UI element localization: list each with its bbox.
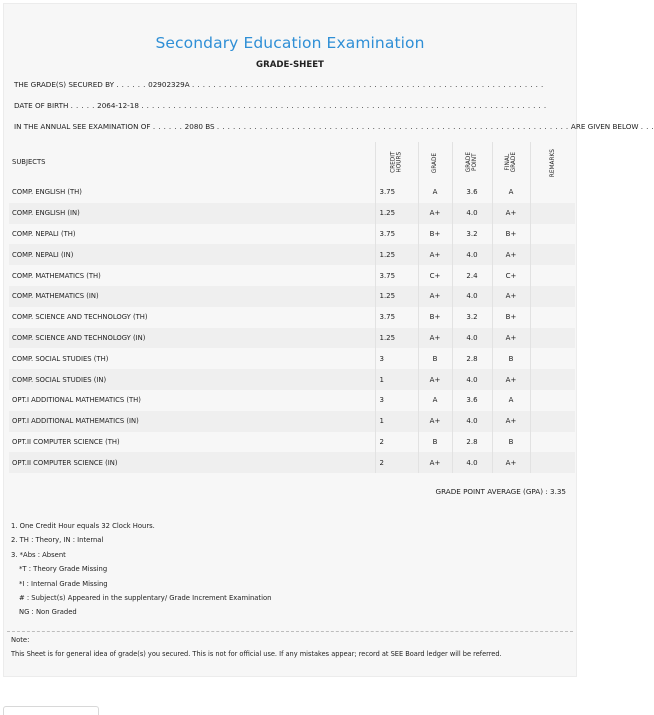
subject-cell: OPT.I ADDITIONAL MATHEMATICS (TH) bbox=[12, 396, 141, 405]
grade-point-cell: 4.0 bbox=[452, 411, 492, 432]
remarks-cell bbox=[530, 182, 575, 203]
note-item: 2. TH : Theory, IN : Internal bbox=[11, 536, 104, 545]
info-exam: IN THE ANNUAL SEE EXAMINATION OF . . . . . . 2080 BS . . . . . . . . . . . . . . . . . . . . . . . . . . . . . . . . . . . . . . . . . . . . . . . . . . . . . . . . . . . . . . . . . . ARE GIVEN BELOW . . . bbox=[14, 122, 654, 131]
credit-cell: 3.75 bbox=[375, 307, 418, 328]
gpa-summary: GRADE POINT AVERAGE (GPA) : 3.35 bbox=[435, 487, 566, 496]
grade-point-cell: 3.2 bbox=[452, 224, 492, 245]
subject-cell: COMP. NEPALI (TH) bbox=[12, 229, 76, 238]
subject-cell: COMP. MATHEMATICS (TH) bbox=[12, 271, 101, 280]
remarks-cell bbox=[530, 390, 575, 411]
credit-cell: 2 bbox=[375, 432, 418, 453]
grade-point-cell: 4.0 bbox=[452, 369, 492, 390]
final-grade-cell: B+ bbox=[492, 224, 530, 245]
dob-label: DATE OF BIRTH bbox=[14, 101, 69, 110]
remarks-cell bbox=[530, 411, 575, 432]
grade-point-cell: 2.4 bbox=[452, 265, 492, 286]
subject-cell: COMP. SCIENCE AND TECHNOLOGY (IN) bbox=[12, 333, 146, 342]
grade-point-cell: 4.0 bbox=[452, 244, 492, 265]
grade-point-cell: 3.6 bbox=[452, 390, 492, 411]
note-item: 3. *Abs : Absent bbox=[11, 550, 66, 559]
grades-table bbox=[9, 142, 575, 473]
remarks-cell bbox=[530, 348, 575, 369]
table-row bbox=[9, 307, 575, 328]
subject-cell: COMP. ENGLISH (TH) bbox=[12, 188, 82, 197]
remarks-cell bbox=[530, 286, 575, 307]
exam-label: IN THE ANNUAL SEE EXAMINATION OF bbox=[14, 122, 151, 131]
final-grade-cell: A bbox=[492, 182, 530, 203]
credit-cell: 1.25 bbox=[375, 328, 418, 349]
grade-cell: A+ bbox=[418, 369, 452, 390]
table-row bbox=[9, 452, 575, 473]
dob-value: 2064-12-18 bbox=[97, 101, 139, 110]
subject-cell: COMP. MATHEMATICS (IN) bbox=[12, 292, 99, 301]
credit-cell: 2 bbox=[375, 452, 418, 473]
grade-cell: A+ bbox=[418, 328, 452, 349]
info-secured-by: THE GRADE(S) SECURED BY . . . . . . 02902329A . . . . . . . . . . . . . . . . . . . . . . . . . . . . . . . . . . . . . . . . . . . . . . . . . . . . . . . . . . . . . . . . . . bbox=[14, 80, 544, 89]
header-credit-hours: CREDIT HOURS bbox=[375, 142, 418, 182]
remarks-cell bbox=[530, 307, 575, 328]
subject-cell: COMP. NEPALI (IN) bbox=[12, 250, 74, 259]
final-grade-cell: A+ bbox=[492, 244, 530, 265]
final-grade-cell: B bbox=[492, 348, 530, 369]
page-subtitle: GRADE-SHEET bbox=[256, 60, 324, 70]
secured-by-value: 02902329A bbox=[148, 80, 190, 89]
grade-point-cell: 4.0 bbox=[452, 203, 492, 224]
grade-cell: A+ bbox=[418, 244, 452, 265]
note-item: NG : Non Graded bbox=[19, 608, 77, 617]
remarks-cell bbox=[530, 328, 575, 349]
grade-cell: A bbox=[418, 390, 452, 411]
remarks-cell bbox=[530, 244, 575, 265]
exam-value: 2080 BS bbox=[184, 122, 215, 131]
credit-cell: 3.75 bbox=[375, 265, 418, 286]
remarks-cell bbox=[530, 452, 575, 473]
note-item: *T : Theory Grade Missing bbox=[19, 565, 108, 574]
credit-cell: 3.75 bbox=[375, 224, 418, 245]
remarks-cell bbox=[530, 369, 575, 390]
subject-cell: COMP. ENGLISH (IN) bbox=[12, 209, 80, 218]
credit-cell: 3.75 bbox=[375, 182, 418, 203]
remarks-cell bbox=[530, 265, 575, 286]
credit-cell: 1.25 bbox=[375, 286, 418, 307]
header-remarks: REMARKS bbox=[530, 142, 575, 182]
final-grade-cell: A+ bbox=[492, 203, 530, 224]
subject-cell: OPT.II COMPUTER SCIENCE (IN) bbox=[12, 458, 118, 467]
note-label: Note: bbox=[11, 636, 30, 644]
table-row bbox=[9, 224, 575, 245]
table-row bbox=[9, 328, 575, 349]
table-row bbox=[9, 432, 575, 453]
grade-sheet bbox=[3, 3, 654, 677]
table-row bbox=[9, 286, 575, 307]
header-grade-point: GRADE POINT bbox=[452, 142, 492, 182]
remarks-cell bbox=[530, 432, 575, 453]
remarks-cell bbox=[530, 203, 575, 224]
grade-cell: A+ bbox=[418, 452, 452, 473]
header-subjects: SUBJECTS bbox=[12, 158, 46, 166]
grade-point-cell: 2.8 bbox=[452, 348, 492, 369]
credit-cell: 1 bbox=[375, 369, 418, 390]
grade-cell: B+ bbox=[418, 224, 452, 245]
grade-point-cell: 2.8 bbox=[452, 432, 492, 453]
grade-cell: B bbox=[418, 348, 452, 369]
note-item: *I : Internal Grade Missing bbox=[19, 579, 108, 588]
final-grade-cell: A+ bbox=[492, 286, 530, 307]
final-grade-cell: A bbox=[492, 390, 530, 411]
divider bbox=[7, 631, 573, 632]
final-grade-cell: B+ bbox=[492, 307, 530, 328]
table-row bbox=[9, 265, 575, 286]
final-grade-cell: A+ bbox=[492, 369, 530, 390]
bottom-tab bbox=[3, 706, 99, 715]
credit-cell: 3 bbox=[375, 390, 418, 411]
grade-cell: B+ bbox=[418, 307, 452, 328]
note-item: 1. One Credit Hour equals 32 Clock Hours. bbox=[11, 522, 155, 530]
subject-cell: OPT.I ADDITIONAL MATHEMATICS (IN) bbox=[12, 417, 139, 426]
grade-cell: A+ bbox=[418, 203, 452, 224]
note-text: This Sheet is for general idea of grade(s) you secured. This is not for official use. If any mistakes appear; record at SEE Board ledger will be referred. bbox=[11, 650, 502, 658]
credit-cell: 1.25 bbox=[375, 244, 418, 265]
credit-cell: 1.25 bbox=[375, 203, 418, 224]
grade-point-cell: 3.6 bbox=[452, 182, 492, 203]
table-row bbox=[9, 244, 575, 265]
grade-cell: A+ bbox=[418, 286, 452, 307]
subject-cell: COMP. SOCIAL STUDIES (IN) bbox=[12, 375, 107, 384]
grade-cell: C+ bbox=[418, 265, 452, 286]
final-grade-cell: B bbox=[492, 432, 530, 453]
grade-point-cell: 4.0 bbox=[452, 286, 492, 307]
table-header-row bbox=[9, 142, 575, 182]
page-title: Secondary Education Examination bbox=[155, 34, 425, 52]
grade-cell: A+ bbox=[418, 411, 452, 432]
subject-cell: COMP. SOCIAL STUDIES (TH) bbox=[12, 354, 109, 363]
final-grade-cell: C+ bbox=[492, 265, 530, 286]
grade-point-cell: 4.0 bbox=[452, 452, 492, 473]
remarks-cell bbox=[530, 224, 575, 245]
notes-list bbox=[11, 519, 271, 620]
header-grade: GRADE bbox=[418, 142, 452, 182]
table-row bbox=[9, 369, 575, 390]
table-row bbox=[9, 411, 575, 432]
credit-cell: 3 bbox=[375, 348, 418, 369]
table-row bbox=[9, 348, 575, 369]
table-row bbox=[9, 203, 575, 224]
table-row bbox=[9, 390, 575, 411]
header-final-grade: FINAL GRADE bbox=[492, 142, 530, 182]
grade-point-cell: 3.2 bbox=[452, 307, 492, 328]
credit-cell: 1 bbox=[375, 411, 418, 432]
subject-cell: COMP. SCIENCE AND TECHNOLOGY (TH) bbox=[12, 313, 148, 322]
subject-cell: OPT.II COMPUTER SCIENCE (TH) bbox=[12, 437, 120, 446]
info-dob: DATE OF BIRTH . . . . . 2064-12-18 . . . . . . . . . . . . . . . . . . . . . . . . . . . . . . . . . . . . . . . . . . . . . . . . . . . . . . . . . . . . . . . . . . . . . . . . . . . . bbox=[14, 101, 547, 110]
final-grade-cell: A+ bbox=[492, 328, 530, 349]
table-row bbox=[9, 182, 575, 203]
grade-cell: A bbox=[418, 182, 452, 203]
final-grade-cell: A+ bbox=[492, 452, 530, 473]
note-item: # : Subject(s) Appeared in the supplentary/ Grade Increment Examination bbox=[19, 594, 272, 603]
exam-suffix: ARE GIVEN BELOW bbox=[570, 122, 639, 131]
secured-by-label: THE GRADE(S) SECURED BY bbox=[14, 80, 115, 89]
grade-cell: B bbox=[418, 432, 452, 453]
grade-point-cell: 4.0 bbox=[452, 328, 492, 349]
final-grade-cell: A+ bbox=[492, 411, 530, 432]
